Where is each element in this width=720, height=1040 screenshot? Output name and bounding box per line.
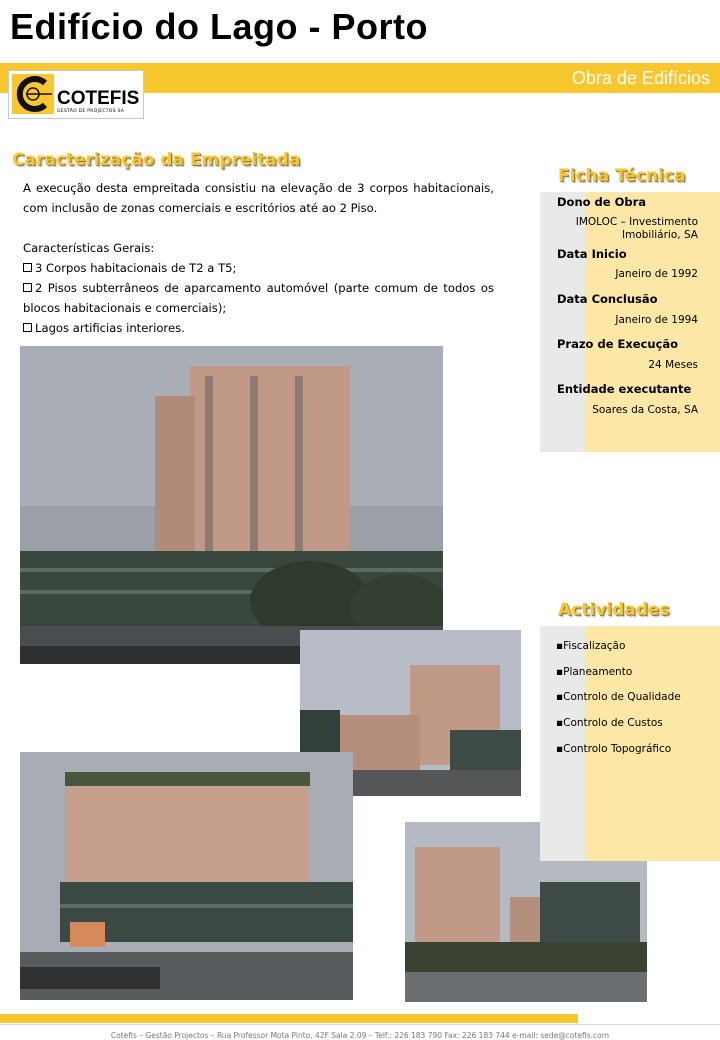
section-title: Caracterização da Empreitada <box>12 150 301 170</box>
ficha-value-dono: IMOLOC – Investimento Imobiliário, SA <box>575 216 698 241</box>
footer-text: Cotefis – Gestão Projectos – Rua Professor Mota Pinto, 42F Sala 2.09 – Telf.: 226 183 790 Fax: 226 183 744 e-mail: sede@cotefis.com <box>110 1031 610 1040</box>
list-item: Lagos artificias interiores. <box>23 318 494 338</box>
ficha-label-prazo: Prazo de Execução <box>557 337 679 351</box>
ficha-label-entidade: Entidade executante <box>557 382 692 396</box>
page-title: Edifício do Lago - Porto <box>10 6 428 47</box>
list-item: 2 Pisos subterrâneos de aparcamento automóvel (parte comum de todos os blocos habitacionais e comerciais); <box>23 281 494 315</box>
footer-bar <box>0 1014 578 1023</box>
intro-paragraph: A execução desta empreitada consistiu na elevação de 3 corpos habitacionais, com inclusão de zonas comerciais e escritórios até ao 2 Piso. <box>23 181 494 215</box>
logo-name: COTEFIS <box>57 88 140 109</box>
actividades-title: Actividades <box>558 600 670 620</box>
header-subtitle: Obra de Edifícios <box>571 68 710 88</box>
ficha-label-conclusao: Data Conclusão <box>557 292 658 306</box>
ficha-value-entidade: Soares da Costa, SA <box>592 404 698 416</box>
building-photo-3 <box>20 752 353 1000</box>
list-item: ▪Planeamento <box>556 665 633 678</box>
checkbox-bullet-icon <box>23 263 32 272</box>
footer-divider <box>0 1024 720 1025</box>
ficha-label-inicio: Data Inicio <box>557 247 627 261</box>
logo-tagline: GESTÃO DE PROJECTOS SA <box>57 109 125 114</box>
ficha-value-prazo: 24 Meses <box>648 359 698 371</box>
list-item: ▪Controlo de Qualidade <box>556 691 681 704</box>
characteristics-heading: Características Gerais: <box>23 241 155 255</box>
ficha-label-dono: Dono de Obra <box>557 195 647 209</box>
logo-mark-icon <box>12 74 54 114</box>
ficha-tecnica-title: Ficha Técnica <box>558 166 686 186</box>
checkbox-bullet-icon <box>23 283 32 292</box>
list-item: ▪Fiscalização <box>556 640 626 652</box>
cotefis-logo <box>8 70 144 119</box>
list-item: ▪Controlo Topográfico <box>556 742 672 755</box>
ficha-value-conclusao: Janeiro de 1994 <box>615 314 698 326</box>
characteristics-list <box>23 258 494 338</box>
building-photo-1 <box>20 346 443 664</box>
list-item: ▪Controlo de Custos <box>556 717 663 730</box>
list-item: 3 Corpos habitacionais de T2 a T5; <box>23 258 494 278</box>
checkbox-bullet-icon <box>23 323 32 332</box>
ficha-value-inicio: Janeiro de 1992 <box>615 268 698 280</box>
actividades-list <box>556 640 681 768</box>
